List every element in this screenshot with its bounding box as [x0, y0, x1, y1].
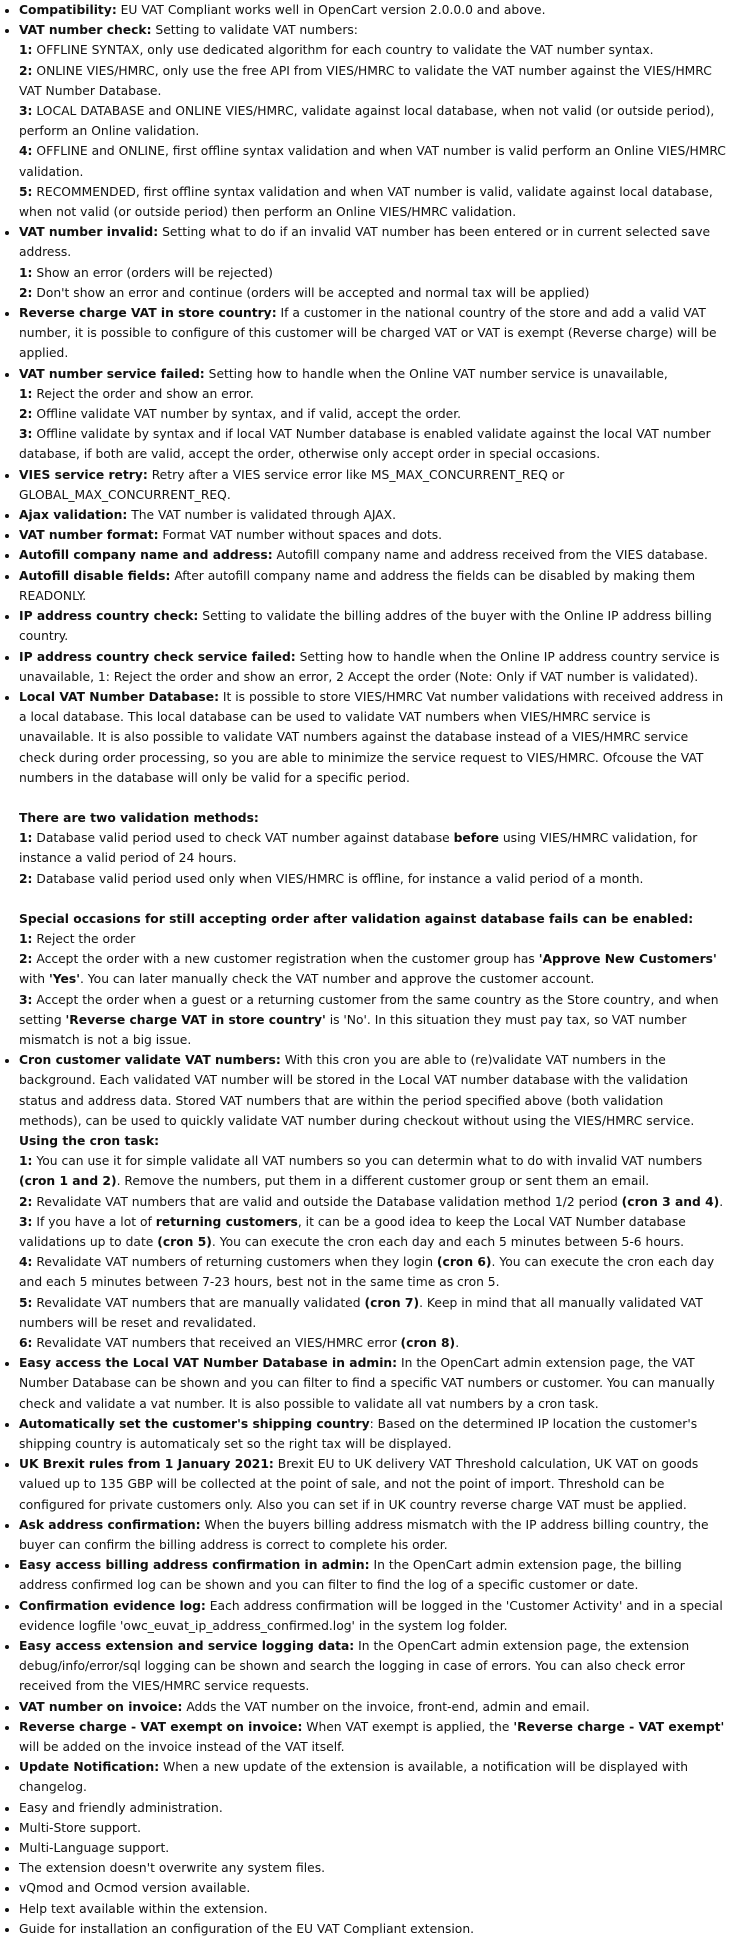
feature-item: • Autofill disable fields: After autofill company name and address the fields can be disabled by making them READONLY. — [19, 566, 728, 606]
cron-usage-heading: Using the cron task: — [19, 1133, 160, 1148]
feature-item: • VAT number service failed: Setting how to handle when the Online VAT number service is unavailable, 1: Reject the order and show an error. 2: Offline validate VAT number by syntax, and if valid, accept the order. 3: Offline validate by syntax and if local VAT Number database is enabled validate against the local VAT number database, if both are valid, accept the order, otherwise only accept order in special occasions. — [19, 364, 728, 465]
feature-item: • IP address country check: Setting to validate the billing addres of the buyer with the Online IP address billing country. — [19, 606, 728, 646]
option-line: 2: Database valid period used only when VIES/HMRC is offline, for instance a valid period of a month. — [19, 871, 644, 886]
option-line: 6: Revalidate VAT numbers that received an VIES/HMRC error (cron 8). — [19, 1336, 460, 1350]
option-line: 5: Revalidate VAT numbers that are manually validated (cron 7). Keep in mind that all manually validated VAT numbers will be reset and revalidated. — [19, 1295, 703, 1330]
feature-item: • UK Brexit rules from 1 January 2021: Brexit EU to UK delivery VAT Threshold calculation, UK VAT on goods valued up to 135 GBP will be collected at the point of sale, and not the point of import. Threshold can be configured for private customers only. Also you can set if in UK country reverse charge VAT must be applied. — [19, 1454, 728, 1515]
feature-item: • Cron customer validate VAT numbers: With this cron you are able to (re)validate VAT numbers in the background. Each validated VAT number will be stored in the Local VAT number database with the validation status and address data. Stored VAT numbers that are within the period specified above (both validation methods), can be used to quickly validate VAT number during checkout without using the VIES/HMRC service. Using the cron task: 1: You can use it for simple validate all VAT numbers so you can determin what to do with invalid VAT numbers (cron 1 and 2). Remove the numbers, put them in a different customer group or sent them an email. 2: Revalidate VAT numbers that are valid and outside the Database validation method 1/2 period (cron 3 and 4). 3: If you have a lot of returning customers, it can be a good idea to keep the Local VAT Number database validations up to date (cron 5). You can execute the cron each day and each 5 minutes between 5-6 hours. 4: Revalidate VAT numbers of returning customers when they login (cron 6). You can execute the cron each day and each 5 minutes between 7-23 hours, best not in the same time as cron 5. 5: Revalidate VAT numbers that are manually validated (cron 7). Keep in mind that all manually validated VAT numbers will be reset and revalidated. 6: Revalidate VAT numbers that received an VIES/HMRC error (cron 8). — [19, 1050, 728, 1353]
feature-item: • VAT number invalid: Setting what to do if an invalid VAT number has been entered or in current selected save address. 1: Show an error (orders will be rejected) 2: Don't show an error and continue (orders will be accepted and normal tax will be applied) — [19, 222, 728, 303]
option-line: 2: Don't show an error and continue (orders will be accepted and normal tax will be applied) — [19, 285, 590, 300]
feature-item: • Easy access billing address confirmation in admin: In the OpenCart admin extension page, the billing address confirmed log can be shown and you can filter to find the log of a specific customer or date. — [19, 1555, 728, 1595]
feature-item: • IP address country check service failed: Setting how to handle when the Online IP address country service is unavailable, 1: Reject the order and show an error, 2 Accept the order (Note: Only if VAT number is validated). — [19, 647, 728, 687]
feature-item: • The extension doesn't overwrite any system files. — [19, 1858, 728, 1878]
feature-item: • Guide for installation an configuration of the EU VAT Compliant extension. — [19, 1919, 728, 1939]
option-line: 2: Accept the order with a new customer registration when the customer group has 'Approve New Customers' with 'Yes'. You can later manually check the VAT number and approve the customer account. — [19, 952, 717, 987]
feature-item: • VAT number format: Format VAT number without spaces and dots. — [19, 525, 728, 545]
feature-item: • VAT number check: Setting to validate VAT numbers: 1: OFFLINE SYNTAX, only use dedicated algorithm for each country to validate the VAT number syntax. 2: ONLINE VIES/HMRC, only use the free API from VIES/HMRC to validate the VAT number against the VIES/HMRC VAT Number Database. 3: LOCAL DATABASE and ONLINE VIES/HMRC, validate against local database, when not valid (or outside period), perform an Online validation. 4: OFFLINE and ONLINE, first offline syntax validation and when VAT number is valid perform an Online VIES/HMRC validation. 5: RECOMMENDED, first offline syntax validation and when VAT number is valid, validate against local database, when not valid (or outside period) then perform an Online VIES/HMRC validation. — [19, 20, 728, 222]
feature-item: • Ask address confirmation: When the buyers billing address mismatch with the IP address billing country, the buyer can confirm the billing address is correct to complete his order. — [19, 1515, 728, 1555]
option-line: 2: ONLINE VIES/HMRC, only use the free API from VIES/HMRC to validate the VAT number against the VIES/HMRC VAT Number Database. — [19, 63, 712, 98]
option-line: 3: Offline validate by syntax and if local VAT Number database is enabled validate against the local VAT number database, if both are valid, accept the order, otherwise only accept order in special occasions. — [19, 427, 711, 462]
feature-list-top — [2, 0, 728, 788]
feature-item: • Multi-Store support. — [19, 1818, 728, 1838]
validation-methods-heading: There are two validation methods: — [19, 810, 259, 825]
feature-item: • Autofill company name and address: Autofill company name and address received from the VIES database. — [19, 545, 728, 565]
option-line: 5: RECOMMENDED, first offline syntax validation and when VAT number is valid, validate against local database, when not valid (or outside period) then perform an Online VIES/HMRC validation. — [19, 184, 713, 220]
feature-item: • Easy access the Local VAT Number Database in admin: In the OpenCart admin extension page, the VAT Number Database can be shown and you can filter to find a specific VAT numbers or customer. You can manually check and validate a vat number. It is also possible to validate all vat numbers by a cron task. — [19, 1353, 728, 1414]
feature-item: • Automatically set the customer's shipping country: Based on the determined IP location the customer's shipping country is automaticaly set so the right tax will be displayed. — [19, 1414, 728, 1454]
feature-item: • Update Notification: When a new update of the extension is available, a notification will be displayed with changelog. — [19, 1757, 728, 1797]
special-occasions-heading: Special occasions for still accepting order after validation against database fails can be enabled: — [19, 911, 694, 926]
feature-item: • Confirmation evidence log: Each address confirmation will be logged in the 'Customer Activity' and in a special evidence logfile 'owc_euvat_ip_address_confirmed.log' in the system log folder. — [19, 1596, 728, 1636]
option-line: 1: Reject the order and show an error. — [19, 386, 254, 401]
option-line: 1: You can use it for simple validate all VAT numbers so you can determin what to do with invalid VAT numbers (cron 1 and 2). Remove the numbers, put them in a different customer group or sent them an email. — [19, 1154, 703, 1189]
feature-item: • Multi-Language support. — [19, 1838, 728, 1858]
option-line: 2: Revalidate VAT numbers that are valid and outside the Database validation method 1/2 period (cron 3 and 4). — [19, 1194, 724, 1209]
feature-item: • Help text available within the extension. — [19, 1899, 728, 1919]
feature-item: • VIES service retry: Retry after a VIES service error like MS_MAX_CONCURRENT_REQ or GLOBAL_MAX_CONCURRENT_REQ. — [19, 465, 728, 505]
feature-item: • VAT number on invoice: Adds the VAT number on the invoice, front-end, admin and email. — [19, 1697, 728, 1717]
feature-item: • Local VAT Number Database: It is possible to store VIES/HMRC Vat number validations with received address in a local database. This local database can be used to validate VAT numbers when VIES/HMRC service is unavailable. It is also possible to validate VAT numbers against the database instead of a VIES/HMRC service check during order processing, so you are able to minimize the service request to VIES/HMRC. Ofcouse the VAT numbers in the database will only be valid for a specific period. — [19, 687, 728, 788]
option-line: 3: If you have a lot of returning customers, it can be a good idea to keep the Local VAT Number database validations up to date (cron 5). You can execute the cron each day and each 5 minutes between 5-6 hours. — [19, 1214, 686, 1249]
option-line: 2: Offline validate VAT number by syntax, and if valid, accept the order. — [19, 407, 462, 422]
option-line: 1: Reject the order — [19, 931, 136, 946]
option-line: 4: OFFLINE and ONLINE, first offline syntax validation and when VAT number is valid perform an Online VIES/HMRC validation. — [19, 144, 726, 179]
feature-item: • vQmod and Ocmod version available. — [19, 1878, 728, 1898]
option-line: 3: LOCAL DATABASE and ONLINE VIES/HMRC, validate against local database, when not valid (or outside period), perform an Online validation. — [19, 104, 715, 139]
option-line: 1: Show an error (orders will be rejected) — [19, 265, 273, 280]
validation-methods-block — [2, 788, 728, 1050]
feature-item: • Easy and friendly administration. — [19, 1798, 728, 1818]
option-line: 3: Accept the order when a guest or a returning customer from the same country as the Store country, and when setting 'Reverse charge VAT in store country' is 'No'. In this situation they must pay tax, so VAT number mismatch is not a big issue. — [19, 992, 719, 1047]
feature-list-bottom — [2, 1050, 728, 1939]
feature-item: • Compatibility: EU VAT Compliant works well in OpenCart version 2.0.0.0 and above. — [19, 0, 728, 20]
feature-item: • Reverse charge VAT in store country: If a customer in the national country of the store and add a valid VAT number, it is possible to configure of this customer will be charged VAT or VAT is exempt (Reverse charge) will be applied. — [19, 303, 728, 364]
feature-item: • Ajax validation: The VAT number is validated through AJAX. — [19, 505, 728, 525]
option-line: 1: OFFLINE SYNTAX, only use dedicated algorithm for each country to validate the VAT number syntax. — [19, 43, 654, 58]
option-line: 4: Revalidate VAT numbers of returning customers when they login (cron 6). You can execute the cron each day and each 5 minutes between 7-23 hours, best not in the same time as cron 5. — [19, 1255, 715, 1290]
option-line: 1: Database valid period used to check VAT number against database before using VIES/HMRC validation, for instance a valid period of 24 hours. — [19, 831, 698, 866]
feature-item: • Reverse charge - VAT exempt on invoice: When VAT exempt is applied, the 'Reverse charge - VAT exempt' will be added on the invoice instead of the VAT itself. — [19, 1717, 728, 1757]
feature-item: • Easy access extension and service logging data: In the OpenCart admin extension page, the extension debug/info/error/sql logging can be shown and search the logging in case of errors. You can also check error received from the VIES/HMRC service requests. — [19, 1636, 728, 1697]
